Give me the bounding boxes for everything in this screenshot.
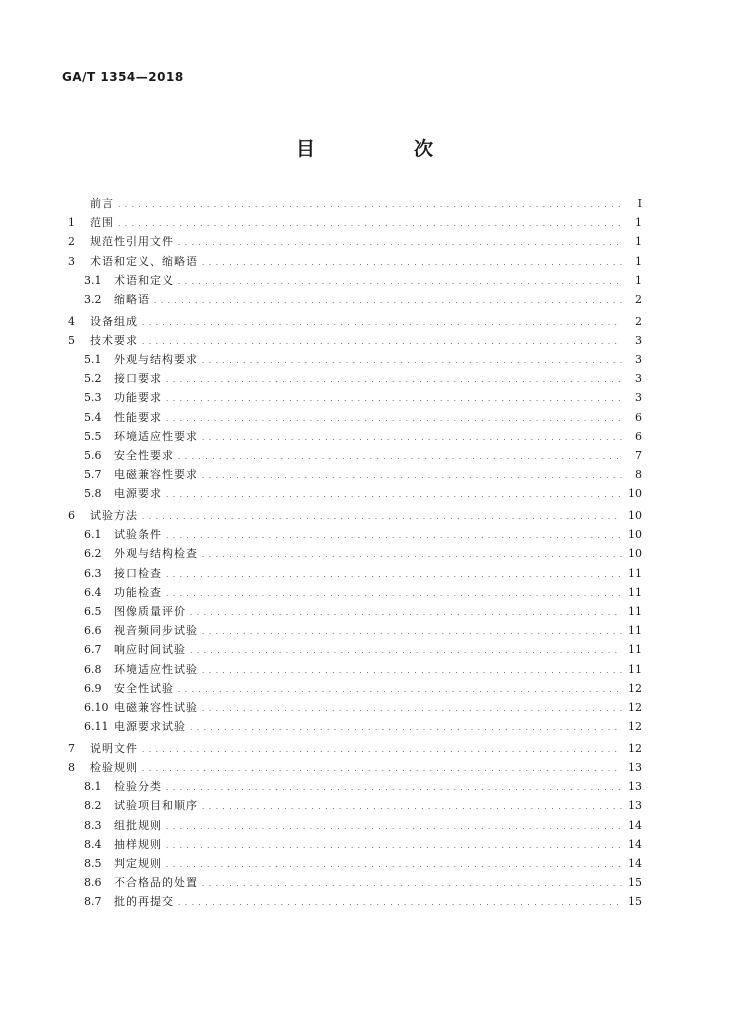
toc-entry[interactable] bbox=[62, 485, 642, 504]
toc-dot-leader bbox=[118, 197, 622, 210]
toc-entry[interactable] bbox=[62, 759, 642, 778]
toc-entry-page: 15 bbox=[628, 876, 642, 890]
toc-dot-leader bbox=[142, 761, 622, 774]
toc-dot-leader bbox=[142, 315, 622, 328]
toc-entry-page: 11 bbox=[628, 604, 642, 618]
toc-entry-label: 术语和定义 bbox=[114, 273, 174, 287]
toc-dot-leader bbox=[166, 487, 622, 500]
toc-entry-label: 环境适应性要求 bbox=[114, 429, 198, 443]
toc-entry[interactable] bbox=[62, 797, 642, 816]
toc-dot-leader bbox=[202, 876, 622, 889]
toc-entry-number: 6.2 bbox=[84, 547, 102, 561]
toc-entry-label: 检验规则 bbox=[90, 760, 138, 774]
toc-entry-number: 8.2 bbox=[84, 799, 102, 813]
toc-entry[interactable] bbox=[62, 603, 642, 622]
toc-entry-label: 功能要求 bbox=[114, 391, 162, 405]
toc-entry-number: 8.5 bbox=[84, 856, 102, 870]
toc-entry[interactable] bbox=[62, 272, 642, 291]
toc-entry[interactable] bbox=[62, 507, 642, 526]
toc-entry[interactable] bbox=[62, 253, 642, 272]
toc-entry-page: 7 bbox=[635, 448, 642, 462]
toc-entry-label: 试验项目和顺序 bbox=[114, 799, 198, 813]
toc-entry-number: 6.4 bbox=[84, 585, 102, 599]
toc-dot-leader bbox=[166, 780, 622, 793]
toc-entry-number: 5.2 bbox=[84, 372, 102, 386]
toc-entry-number: 3.1 bbox=[84, 273, 102, 287]
toc-entry-number: 5.6 bbox=[84, 448, 102, 462]
toc-entry-page: 11 bbox=[628, 643, 642, 657]
toc-entry-label: 判定规则 bbox=[114, 856, 162, 870]
toc-dot-leader bbox=[202, 430, 622, 443]
toc-entry-label: 不合格品的处置 bbox=[114, 876, 198, 890]
toc-entry[interactable] bbox=[62, 545, 642, 564]
toc-entry-page: 3 bbox=[635, 391, 642, 405]
toc-entry-page: 8 bbox=[635, 468, 642, 482]
toc-entry[interactable] bbox=[62, 874, 642, 893]
toc-dot-leader bbox=[166, 838, 622, 851]
toc-entry[interactable] bbox=[62, 409, 642, 428]
toc-entry-number: 6.7 bbox=[84, 643, 102, 657]
toc-entry-page: 1 bbox=[635, 235, 642, 249]
toc-entry-page: 3 bbox=[635, 333, 642, 347]
toc-dot-leader bbox=[118, 216, 622, 229]
toc-entry[interactable] bbox=[62, 195, 642, 214]
toc-entry-number: 6.10 bbox=[84, 700, 109, 714]
toc-entry-page: 2 bbox=[635, 314, 642, 328]
toc-dot-leader bbox=[202, 799, 622, 812]
toc-entry-page: 12 bbox=[628, 741, 642, 755]
toc-entry[interactable] bbox=[62, 778, 642, 797]
toc-entry-page: 13 bbox=[628, 799, 642, 813]
toc-entry[interactable] bbox=[62, 466, 642, 485]
toc-entry-label: 设备组成 bbox=[90, 314, 138, 328]
toc-entry-number: 5.8 bbox=[84, 487, 102, 501]
toc-entry-label: 安全性要求 bbox=[114, 448, 174, 462]
toc-entry-page: 1 bbox=[635, 273, 642, 287]
toc-dot-leader bbox=[178, 235, 622, 248]
toc-entry-number: 6.11 bbox=[84, 720, 109, 734]
toc-entry-number: 5 bbox=[68, 333, 75, 347]
toc-entry[interactable] bbox=[62, 699, 642, 718]
standard-code: GA/T 1354—2018 bbox=[62, 70, 184, 84]
toc-entry[interactable] bbox=[62, 855, 642, 874]
toc-entry-label: 抽样规则 bbox=[114, 837, 162, 851]
toc-entry-number: 1 bbox=[68, 216, 75, 230]
toc-entry-page: 6 bbox=[635, 429, 642, 443]
toc-entry-label: 批的再提交 bbox=[114, 895, 174, 909]
table-of-contents bbox=[62, 195, 642, 912]
toc-entry[interactable] bbox=[62, 351, 642, 370]
toc-entry-number: 6.3 bbox=[84, 566, 102, 580]
toc-entry[interactable] bbox=[62, 661, 642, 680]
toc-entry-number: 5.4 bbox=[84, 410, 102, 424]
toc-entry[interactable] bbox=[62, 817, 642, 836]
toc-entry-number: 7 bbox=[68, 741, 75, 755]
toc-entry[interactable] bbox=[62, 622, 642, 641]
toc-dot-leader bbox=[190, 720, 622, 733]
toc-entry-page: 10 bbox=[628, 487, 642, 501]
toc-entry-page: 1 bbox=[635, 216, 642, 230]
toc-dot-leader bbox=[178, 449, 622, 462]
toc-entry[interactable] bbox=[62, 389, 642, 408]
toc-entry-page: 11 bbox=[628, 566, 642, 580]
toc-entry-label: 功能检查 bbox=[114, 585, 162, 599]
toc-entry-label: 电源要求试验 bbox=[114, 720, 186, 734]
toc-entry-number: 6.9 bbox=[84, 681, 102, 695]
toc-dot-leader bbox=[166, 372, 622, 385]
toc-entry[interactable] bbox=[62, 526, 642, 545]
toc-entry-page: 14 bbox=[628, 818, 642, 832]
toc-dot-leader bbox=[202, 547, 622, 560]
toc-entry-number: 4 bbox=[68, 314, 75, 328]
toc-entry-number: 5.3 bbox=[84, 391, 102, 405]
page-title: 目 次 bbox=[295, 138, 473, 160]
toc-entry[interactable] bbox=[62, 718, 642, 737]
toc-entry[interactable] bbox=[62, 740, 642, 759]
toc-entry-page: 11 bbox=[628, 585, 642, 599]
toc-entry-number: 8 bbox=[68, 760, 75, 774]
toc-dot-leader bbox=[202, 701, 622, 714]
toc-entry-number: 5.5 bbox=[84, 429, 102, 443]
toc-dot-leader bbox=[190, 605, 622, 618]
toc-entry[interactable] bbox=[62, 836, 642, 855]
toc-dot-leader bbox=[178, 895, 622, 908]
toc-entry[interactable] bbox=[62, 584, 642, 603]
toc-entry-page: 13 bbox=[628, 780, 642, 794]
toc-entry-page: 14 bbox=[628, 837, 642, 851]
toc-entry-number: 6.8 bbox=[84, 662, 102, 676]
toc-entry-number: 6.5 bbox=[84, 604, 102, 618]
toc-entry-page: 6 bbox=[635, 410, 642, 424]
toc-entry[interactable] bbox=[62, 370, 642, 389]
toc-entry-number: 5.1 bbox=[84, 353, 102, 366]
toc-dot-leader bbox=[166, 586, 622, 599]
toc-entry-number: 2 bbox=[68, 235, 75, 249]
toc-entry-page: 11 bbox=[628, 624, 642, 638]
toc-dot-leader bbox=[166, 567, 622, 580]
toc-entry-label: 视音频同步试验 bbox=[114, 624, 198, 638]
toc-dot-leader bbox=[202, 663, 622, 676]
toc-entry-label: 检验分类 bbox=[114, 780, 162, 794]
toc-dot-leader bbox=[202, 353, 622, 366]
toc-entry-page: 3 bbox=[635, 353, 642, 366]
toc-entry-label: 接口要求 bbox=[114, 372, 162, 386]
toc-entry[interactable] bbox=[62, 447, 642, 466]
toc-entry[interactable] bbox=[62, 680, 642, 699]
toc-entry[interactable] bbox=[62, 332, 642, 351]
toc-entry-page: 12 bbox=[628, 700, 642, 714]
toc-entry-page: 1 bbox=[635, 254, 642, 268]
toc-dot-leader bbox=[202, 468, 622, 481]
toc-entry-number: 8.7 bbox=[84, 895, 102, 909]
toc-entry-number: 6 bbox=[68, 509, 75, 522]
toc-entry-label: 电磁兼容性要求 bbox=[114, 468, 198, 482]
toc-entry-page: 10 bbox=[628, 528, 642, 542]
toc-entry-number: 3.2 bbox=[84, 292, 102, 306]
toc-entry-label: 电源要求 bbox=[114, 487, 162, 501]
toc-entry-label: 说明文件 bbox=[90, 741, 138, 755]
toc-entry-page: 2 bbox=[635, 292, 642, 306]
toc-entry-page: 11 bbox=[628, 662, 642, 676]
toc-dot-leader bbox=[202, 624, 622, 637]
toc-dot-leader bbox=[202, 255, 622, 268]
toc-entry-page: 12 bbox=[628, 681, 642, 695]
toc-dot-leader bbox=[178, 682, 622, 695]
toc-entry-label: 术语和定义、缩略语 bbox=[90, 254, 198, 268]
toc-dot-leader bbox=[166, 411, 622, 424]
toc-entry-number: 8.6 bbox=[84, 876, 102, 890]
toc-entry-label: 性能要求 bbox=[114, 410, 162, 424]
toc-entry-page: 15 bbox=[628, 895, 642, 909]
toc-entry-page: 13 bbox=[628, 760, 642, 774]
toc-entry-number: 6.1 bbox=[84, 528, 102, 542]
toc-entry-label: 外观与结构要求 bbox=[114, 353, 198, 366]
toc-dot-leader bbox=[166, 857, 622, 870]
toc-dot-leader bbox=[142, 334, 622, 347]
toc-entry[interactable] bbox=[62, 214, 642, 233]
toc-entry[interactable] bbox=[62, 641, 642, 660]
toc-entry-page: I bbox=[637, 197, 642, 210]
toc-entry-label: 图像质量评价 bbox=[114, 604, 186, 618]
toc-entry-label: 组批规则 bbox=[114, 818, 162, 832]
toc-entry-number: 8.3 bbox=[84, 818, 102, 832]
toc-entry-label: 试验条件 bbox=[114, 528, 162, 542]
toc-entry-label: 缩略语 bbox=[114, 292, 150, 306]
toc-entry-number: 3 bbox=[68, 254, 75, 268]
toc-entry[interactable] bbox=[62, 565, 642, 584]
toc-entry-page: 10 bbox=[628, 509, 642, 522]
toc-entry-label: 接口检查 bbox=[114, 566, 162, 580]
toc-entry-number: 5.7 bbox=[84, 468, 102, 482]
toc-dot-leader bbox=[190, 643, 622, 656]
toc-dot-leader bbox=[178, 274, 622, 287]
toc-entry-label: 范围 bbox=[90, 216, 114, 230]
toc-dot-leader bbox=[142, 742, 622, 755]
toc-entry-page: 12 bbox=[628, 720, 642, 734]
toc-entry-label: 安全性试验 bbox=[114, 681, 174, 695]
toc-entry-label: 规范性引用文件 bbox=[90, 235, 174, 249]
toc-entry-label: 外观与结构检查 bbox=[114, 547, 198, 561]
toc-entry-label: 响应时间试验 bbox=[114, 643, 186, 657]
toc-entry[interactable] bbox=[62, 233, 642, 252]
toc-entry-label: 环境适应性试验 bbox=[114, 662, 198, 676]
toc-entry-label: 电磁兼容性试验 bbox=[114, 700, 198, 714]
toc-dot-leader bbox=[166, 819, 622, 832]
toc-entry-number: 8.4 bbox=[84, 837, 102, 851]
toc-entry-label: 前言 bbox=[90, 197, 114, 210]
toc-dot-leader bbox=[166, 391, 622, 404]
toc-entry-label: 技术要求 bbox=[90, 333, 138, 347]
toc-entry[interactable] bbox=[62, 428, 642, 447]
toc-dot-leader bbox=[142, 509, 622, 522]
toc-entry[interactable] bbox=[62, 291, 642, 310]
toc-entry[interactable] bbox=[62, 313, 642, 332]
toc-entry-label: 试验方法 bbox=[90, 509, 138, 522]
toc-entry-number: 8.1 bbox=[84, 780, 102, 794]
toc-entry-number: 6.6 bbox=[84, 624, 102, 638]
toc-entry-page: 3 bbox=[635, 372, 642, 386]
toc-dot-leader bbox=[154, 293, 622, 306]
toc-dot-leader bbox=[166, 528, 622, 541]
toc-entry-page: 10 bbox=[628, 547, 642, 561]
toc-entry-page: 14 bbox=[628, 856, 642, 870]
toc-entry[interactable] bbox=[62, 893, 642, 912]
